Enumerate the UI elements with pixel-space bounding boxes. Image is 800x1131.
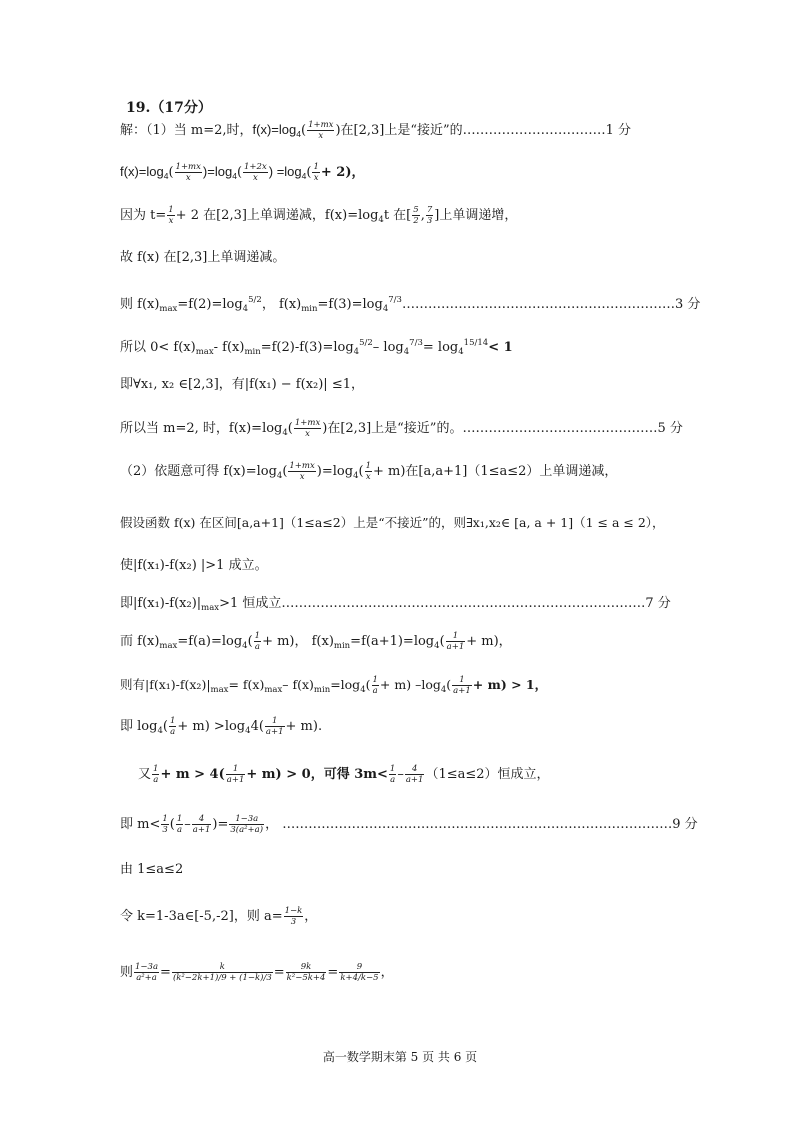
fraction: $\frac{1-3a}{\text{3(a²+a)}}$: [230, 814, 264, 835]
fraction: $\frac{1}{a+1}$: [226, 764, 245, 785]
fraction: $\frac{1-3a}{\text{a²+a}}$: [135, 962, 159, 983]
fraction: $\frac{1}{a}$: [372, 675, 378, 696]
fraction: $\frac{1+mx}{x}$: [308, 120, 334, 141]
fraction: $\frac{k}{\text{(k²−2k+1)/9 + (1−k)/3}}$: [172, 962, 272, 983]
text: 4: [296, 129, 301, 139]
solution-line-11: 使|f(x₁)-f(x₂) |>1 成立。: [120, 558, 268, 573]
text: f(x)=log: [252, 122, 297, 137]
fraction: $\frac{1}{a+1}$: [446, 631, 465, 652]
page-footer: 高一数学期末第 5 页 共 6 页: [322, 1050, 478, 1064]
solution-line-1: 解：（1）当 m=2,时，$f(x)=\log_4$( $\frac{1+mx}{x}$ )在[2,3]上是“接近”的……………………………1 分: [120, 120, 632, 141]
fraction: $\frac{5}{2}$: [413, 205, 419, 226]
solution-line-2: $f(x)=\log_4$( $\frac{1+mx}{x}$ )$=\log_4$( $\frac{1+2x}{x}$ ) $=\log_4$( $\frac{1}{x}$ + 2)，: [120, 162, 365, 183]
solution-line-15: 即 $\log_4$( $\frac{1}{a}$ + $m) >\log_44$( $\frac{1}{a+1}$ + m).: [120, 716, 323, 737]
score-dots: ………………………………………………………3 分: [401, 297, 701, 312]
fraction: $\frac{1}{a+1}$: [265, 716, 284, 737]
fraction: $\frac{1}{a}$: [153, 764, 159, 785]
solution-line-13: 而 $f(x)_{max}=f(a)=\log_4$( $\frac{1}{a}$ + m)， $f(x)_{min}=f(a+1)=\log_4$( $\frac{1}{a+1}$ + m)，: [120, 631, 512, 652]
fraction: $\frac{1}{a}$: [176, 814, 183, 835]
text: 解：（1）当 m=2,时，: [120, 123, 253, 138]
solution-line-19: 令 k=1-3a∈[-5,-2]，则 a= $\frac{1-k}{3}$ ，: [120, 906, 318, 927]
fraction: $\frac{9k}{\text{k²−5k+4}}$: [286, 962, 326, 983]
fraction: $\frac{1}{a+1}$: [453, 675, 471, 696]
fraction: $\frac{1+mx}{x}$: [294, 418, 321, 439]
fraction: $\frac{1+mx}{x}$: [175, 162, 201, 183]
fraction: $\frac{1}{x}$: [365, 461, 371, 482]
solution-line-5: 则 $f(x)_{max}=f(2)=\log_4^{5/2}$， $f(x)_{min}=f(3)=\log_4^{7/3}\dots\dots\dots\dots\dots\dots\dots\dots\dots\dots\dots\dots\dots\dots\dots\dots\dots\dots\dots\dots\dots 3$ 分: [120, 295, 701, 314]
fraction: $\frac{1}{3}$: [162, 814, 168, 835]
fraction: $\frac{7}{3}$: [426, 205, 433, 226]
fraction: $\frac{1}{x}$: [313, 162, 319, 183]
fraction: $\frac{1+mx}{x}$: [289, 461, 315, 482]
solution-line-17: 即 m< $\frac{1}{3}$ ( $\frac{1}{a}$ – $\frac{4}{a+1}$ )= $\frac{1-3a}{\text{3(a²+a)}}$ ， ………………………………………………………………………………9 分: [120, 814, 698, 835]
fraction: $\frac{1}{a}$: [169, 716, 176, 737]
score-dots: ………………………………………5 分: [462, 421, 683, 436]
fraction: $\frac{4}{a+1}$: [192, 814, 211, 835]
solution-line-10: 假设函数 f(x) 在区间[a,a+1]（1≤a≤2）上是“不接近”的，则∃x₁,x₂∈ [a, a + 1]（1 ≤ a ≤ 2），: [120, 515, 665, 530]
score-dots: ………………………………………………………………………………9 分: [282, 817, 698, 832]
problem-number: 19.（17分）: [126, 100, 212, 116]
fraction: $\frac{9}{k+4/k-5}$: [340, 962, 379, 983]
solution-line-16: 又 $\frac{1}{a}$ + m > 4( $\frac{1}{a+1}$ + m) > 0，可得 3m< $\frac{1}{a}$ – $\frac{4}{a+1}$ （1≤a≤2）恒成立，: [138, 764, 550, 785]
solution-line-12: 即$|f(x_1)-f(x_2)|_{max}>1$ 恒成立…………………………………………………………………………7 分: [120, 596, 671, 613]
score-dots: ……………………………1 分: [462, 123, 632, 138]
solution-line-6: 所以 $0< f(x)_{max}-$ $f(x)_{min}=f(2)-f(3)=\log_4^{5/2}-$ $\log_4^{7/3}= \log_4^{15/14}< 1$: [120, 338, 513, 357]
solution-line-8: 所以当 m=2, 时，$f(x)=\log_4$( $\frac{1+mx}{x}$ )在[2,3]上是“接近”的。………………………………………5 分: [120, 418, 683, 439]
text: f(x)=log: [120, 164, 164, 179]
solution-line-4: 故 f(x) 在[2,3]上单调递减。: [120, 250, 286, 265]
solution-line-9: （2）依题意可得 $f(x)=\log_4$( $\frac{1+mx}{x}$ )$=\log_4$( $\frac{1}{x}$ + m)在[a,a+1]（1≤a≤2）上单调递减，: [120, 461, 618, 482]
fraction: $\frac{4}{a+1}$: [405, 764, 424, 785]
solution-line-3: 因为 t= $\frac{1}{x}$ + 2 在[2,3]上单调递减，$f(x)=\log_4t$ 在[ $\frac{5}{2}$ , $\frac{7}{3}$ ]上单调递增，: [120, 205, 518, 226]
text: 在[2,3]上是“接近”的: [340, 123, 463, 138]
score-dots: …………………………………………………………………………7 分: [281, 596, 671, 611]
solution-line-20: 则 $\frac{1-3a}{\text{a²+a}}$ = $\frac{k}{\text{(k²−2k+1)/9 + (1−k)/3}}$ = $\frac{9k}{\text{k²−5k+4}}$ = $\frac{9}{k+4/k-5}$ ，: [120, 962, 394, 983]
solution-line-14: 则有$|f(x_1)-f(x_2)|_{max}= f(x)_{max}-$ $f(x)_{min}=\log_4$( $\frac{1}{a}$ + m) $-\log_4$( $\frac{1}{a+1}$ + m) > 1，: [120, 675, 548, 696]
solution-line-7: 即∀x₁, x₂ ∈[2,3]，有|f(x₁) − f(x₂)| ≤1，: [120, 377, 364, 392]
fraction: $\frac{1+2x}{x}$: [244, 162, 267, 183]
fraction: $\frac{1-k}{3}$: [284, 906, 303, 927]
fraction: $\frac{1}{a}$: [389, 764, 396, 785]
fraction: $\frac{1}{x}$: [168, 205, 174, 226]
solution-line-18: 由 1≤a≤2: [120, 862, 184, 877]
fraction: $\frac{1}{a}$: [254, 631, 261, 652]
